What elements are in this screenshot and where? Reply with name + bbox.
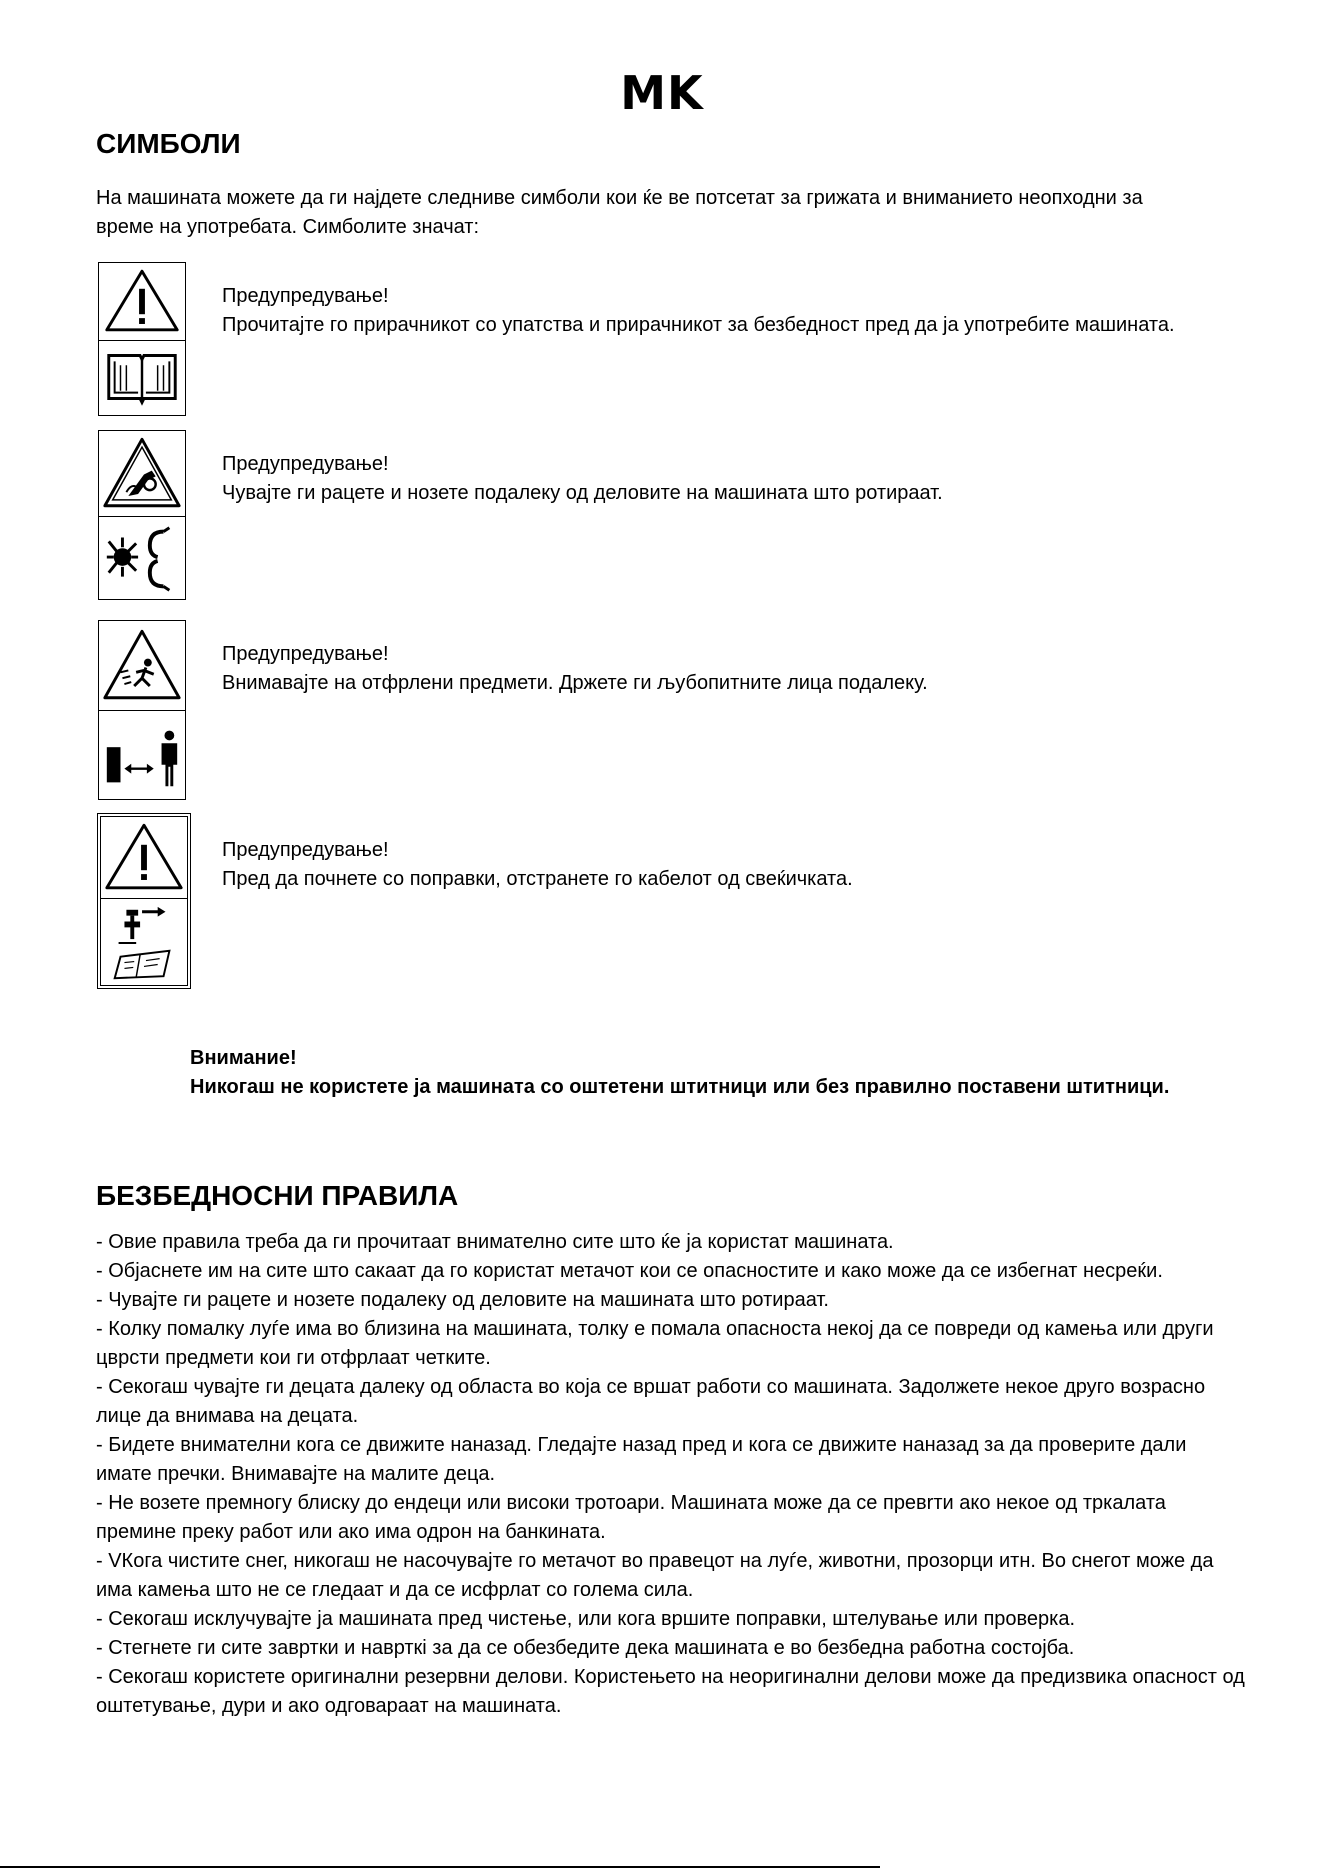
rule-item: - Објаснете им на сите што сакаат да го користат метачот кои се опасностите и како може да се избегнат несреќи. xyxy=(96,1260,1163,1282)
symbol-row-4 xyxy=(98,816,1238,986)
footer-rule xyxy=(0,1866,880,1868)
rule-item: - Чувајте ги рацете и нозете подалеку од деловите на машината што ротираат. xyxy=(96,1289,829,1311)
symbols-intro: На машината можете да ги најдете следниве симболи кои ќе ве потсетат за грижата и вниманието неопходни за време на употребата. Симболите значат: xyxy=(96,187,1143,238)
safety-rules-list xyxy=(96,1228,1246,1721)
symbol-row-1 xyxy=(98,262,1238,416)
symbol-row-3 xyxy=(98,620,1238,800)
thrown-objects-warning-icon xyxy=(99,621,185,711)
rule-item: - Бидете внимателни кога се движите наназад. Гледајте назад пред и кога се движите наназад за да проверите дали имате пречки. Внимавајте на малите деца. xyxy=(96,1434,1187,1485)
caution-notice xyxy=(190,1044,1190,1102)
symbol-2-heading: Предупредување! xyxy=(222,453,389,475)
rule-item: - Стегнете ги сите завртки и наврткi за да се обезбедите дека машината е во безбедна работна состојба. xyxy=(96,1637,1075,1659)
symbol-row-2 xyxy=(98,430,1238,600)
symbol-4-text: Пред да почнете со поправки, отстранете го кабелот од свеќичката. xyxy=(222,868,853,890)
keep-bystanders-away-icon xyxy=(99,711,185,799)
symbol-box-1 xyxy=(98,262,186,416)
safety-rules-title: БЕЗБЕДНОСНИ ПРАВИЛА xyxy=(96,1180,459,1211)
symbol-2-text: Чувајте ги рацете и нозете подалеку од деловите на машината што ротираат. xyxy=(222,482,943,504)
symbols-title: СИМБОЛИ xyxy=(96,128,241,159)
rule-item: - Секогаш користете оригинални резервни делови. Користењето на неоригинални делови може да предизвика опасност од оштетување, дури и ако одговараат на машината. xyxy=(96,1666,1245,1717)
rotating-parts-hand-icon xyxy=(99,431,185,517)
symbol-box-2 xyxy=(98,430,186,600)
symbol-3-text: Внимавајте на отфрлени предмети. Држете ги љубопитните лица подалеку. xyxy=(222,672,928,694)
caution-title: Внимание! xyxy=(190,1047,297,1069)
symbol-box-3 xyxy=(98,620,186,800)
caution-text: Никогаш не користете ја машината со оштетени штитници или без правилно поставени штитници. xyxy=(190,1076,1170,1098)
rule-item: - Колку помалку луѓе има во близина на машината, толку е помала опасноста некој да се повреди од камења или други цврсти предмети кои ги отфрлаат четките. xyxy=(96,1318,1214,1369)
symbol-3-heading: Предупредување! xyxy=(222,643,389,665)
symbol-1-text: Прочитајте го прирачникот со упатства и прирачникот за безбедност пред да ја употребите машината. xyxy=(222,314,1175,336)
open-manual-icon xyxy=(99,341,185,415)
rule-item: - VКога чистите снег, никогаш не насочувајте го метачот во правецот на луѓе, животни, прозорци итн. Во снегот може да има камења што не се гледаат и да се исфрлат со голема сила. xyxy=(96,1550,1214,1601)
warning-triangle-icon xyxy=(101,817,187,899)
warning-triangle-icon xyxy=(99,263,185,341)
symbol-1-heading: Предупредување! xyxy=(222,285,389,307)
language-code: MK xyxy=(620,66,704,120)
rule-item: - Не возете премногу блиску до ендеци или високи тротоари. Машината може да се превrти ако некое од тркалата премине преку работ или ако има одрон на банкината. xyxy=(96,1492,1166,1543)
disconnect-spark-plug-icon xyxy=(101,899,187,987)
rule-item: - Секогаш исклучувајте ја машината пред чистење, или кога вршите поправки, штелување или проверка. xyxy=(96,1608,1076,1630)
rule-item: - Секогаш чувајте ги децата далеку од областа во која се вршат работи со машината. Задолжете некое друго возрасно лице да внимава на децата. xyxy=(96,1376,1206,1427)
rule-item: - Овие правила треба да ги прочитаат внимателно сите што ќе ја користат машината. xyxy=(96,1231,894,1253)
symbol-box-4 xyxy=(100,816,188,986)
symbol-4-heading: Предупредување! xyxy=(222,839,389,861)
rotating-auger-hazard-icon xyxy=(99,517,185,601)
